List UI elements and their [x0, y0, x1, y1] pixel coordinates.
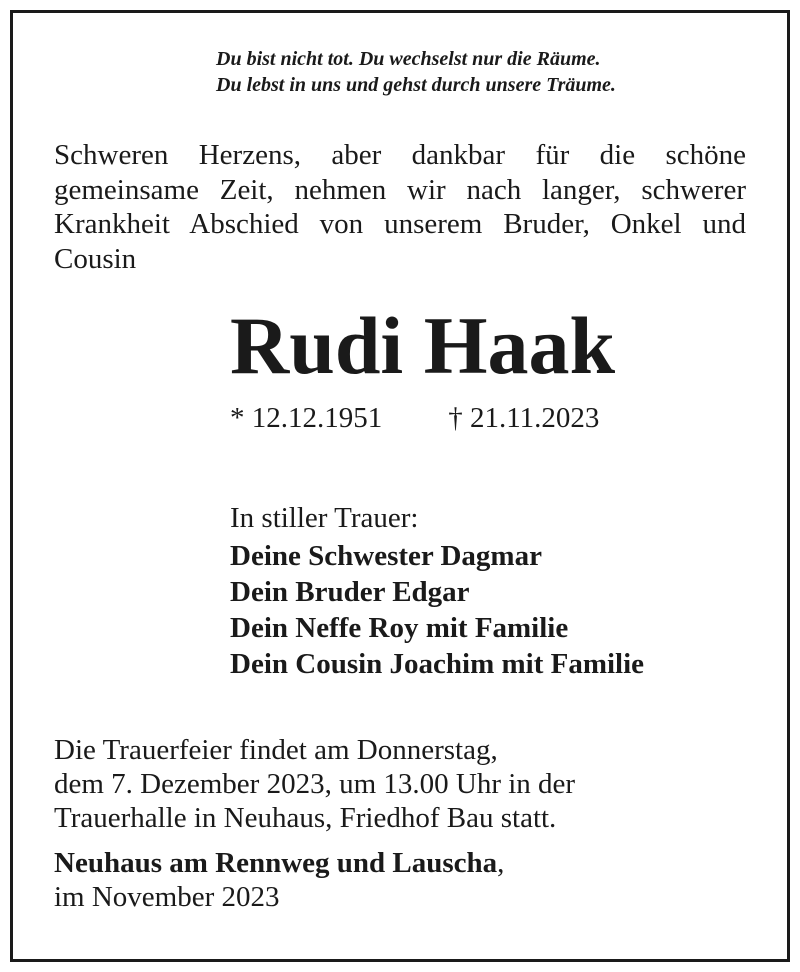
birth-date: * 12.12.1951 [230, 402, 383, 434]
death-date: † 21.11.2023 [448, 402, 600, 434]
closing-comma: , [497, 847, 505, 879]
mourner-item: Dein Bruder Edgar [230, 576, 470, 608]
closing-place-date [54, 846, 504, 914]
mourners-list [230, 538, 644, 682]
quote-line-2: Du lebst in uns und gehst durch unsere Träume. [216, 74, 616, 96]
mourner-item: Deine Schwester Dagmar [230, 540, 542, 572]
intro-text: Schweren Herzens, aber dankbar für die schöne gemeinsame Zeit, nehmen wir nach langer, schwerer Krankheit Abschied von unserem Bruder, Onkel und Cousin [54, 139, 746, 275]
quote-line-1: Du bist nicht tot. Du wechselst nur die Räume. [216, 48, 601, 70]
mourner-item: Dein Cousin Joachim mit Familie [230, 648, 645, 680]
service-line: Trauerhalle in Neuhaus, Friedhof Bau statt. [54, 802, 557, 834]
mourning-label: In stiller Trauer: [230, 502, 419, 534]
service-line: dem 7. Dezember 2023, um 13.00 Uhr in der [54, 768, 576, 800]
memorial-quote [216, 46, 616, 98]
closing-place: Neuhaus am Rennweg und Lauscha [54, 847, 498, 879]
deceased-name: Rudi Haak [230, 300, 616, 391]
mourner-item: Dein Neffe Roy mit Familie [230, 612, 569, 644]
life-dates [230, 400, 599, 436]
funeral-service-info [54, 733, 575, 835]
closing-date: im November 2023 [54, 881, 280, 913]
closing-place-line [54, 846, 504, 880]
service-line: Die Trauerfeier findet am Donnerstag, [54, 734, 498, 766]
